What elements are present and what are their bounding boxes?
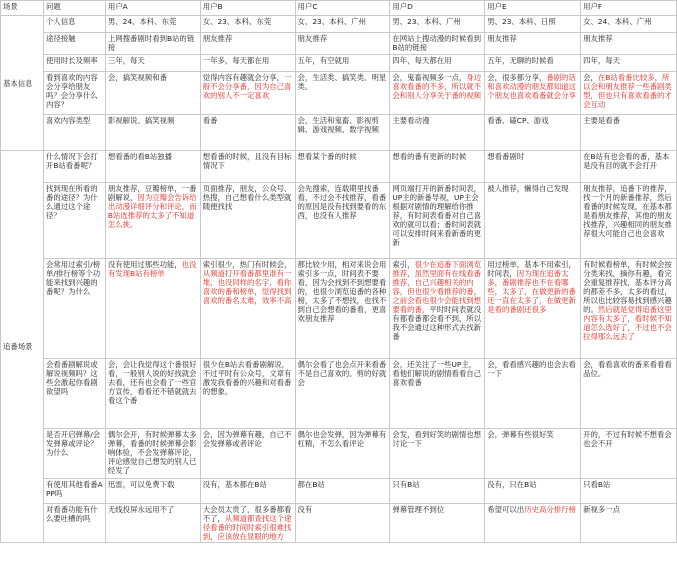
answer-text: 会，看看喜欢的番来看看看品位。 — [583, 360, 672, 378]
answer-text: 男、23、本科、广州 — [392, 17, 461, 26]
answer-cell-user-a — [105, 259, 200, 359]
answer-cell-user-e — [485, 72, 581, 115]
answer-cell-user-b — [200, 16, 295, 33]
answer-text: 三年，每天 — [107, 56, 145, 65]
answer-text: 偶尔会看了也会点开来看番不是自己喜欢的。剪的好就会 — [297, 360, 387, 387]
header-cell-user-d: 用户D — [390, 1, 485, 16]
answer-cell-user-a — [105, 55, 200, 72]
answer-text: 没有，只在B站 — [487, 480, 537, 489]
answer-cell-user-c — [295, 55, 390, 72]
answer-cell-user-d — [390, 479, 485, 504]
answer-text: 男、24、本科、东莞 — [107, 17, 177, 26]
answer-text: 用过榜单，基本不用索引，时间表， — [487, 260, 576, 278]
answer-text: 只看B站 — [583, 480, 611, 489]
answer-cell-user-d — [390, 183, 485, 259]
table-row — [1, 504, 677, 543]
answer-text: 会，看看感兴趣的也会去看一下 — [487, 360, 576, 378]
answer-cell-user-f — [581, 33, 677, 55]
answer-cell-user-b — [200, 359, 295, 429]
answer-text: 主要看动漫 — [392, 116, 430, 125]
highlighted-answer-text: 在B站看番比较多，所以会和朋友推荐一些番剧类型，但也只有喜欢看番的才会互动 — [583, 73, 672, 109]
answer-cell-user-b — [200, 115, 295, 151]
answer-cell-user-f — [581, 479, 677, 504]
answer-cell-user-c — [295, 115, 390, 151]
answer-cell-user-c — [295, 429, 390, 479]
answer-text: 网页端打开的新番时间表，UP主的新番导视，UP主会根据对剧情的理解给你推荐，有时间表看番对自己喜欢的就可以看；番时间表就可以安排时间来看新番的更新 — [392, 184, 482, 247]
answer-cell-user-d — [390, 16, 485, 33]
answer-cell-user-a — [105, 359, 200, 429]
table-row — [1, 72, 677, 115]
answer-cell-user-a — [105, 151, 200, 183]
answer-cell-user-e — [485, 359, 581, 429]
question-cell: 什么情况下会打开B站看番呢？ — [43, 151, 105, 183]
answer-cell-user-c — [295, 359, 390, 429]
table-row — [1, 115, 677, 151]
question-cell: 有使用其他看番APP吗 — [43, 479, 105, 504]
answer-text: 没有使用过那些功能， — [107, 260, 182, 269]
answer-cell-user-f — [581, 359, 677, 429]
table-row — [1, 429, 677, 479]
answer-cell-user-a — [105, 115, 200, 151]
table-row — [1, 33, 677, 55]
answer-cell-user-c — [295, 479, 390, 504]
answer-cell-user-d — [390, 151, 485, 183]
answer-text: 在B站有也会看的番，基本是没有目的就不会打开 — [583, 152, 670, 170]
answer-text: 朋友推荐 — [583, 34, 613, 43]
answer-text: 朋友推荐，豆瓣榜单，一番剧解说， — [107, 184, 197, 202]
table-row — [1, 479, 677, 504]
answer-cell-user-d — [390, 72, 485, 115]
highlighted-answer-text: 因为豆瓣会告诉给出动漫详细评分和评论，而B站选推荐的太多了不知道怎么挑。 — [107, 193, 197, 229]
answer-text: 没有，基本都在B站 — [202, 480, 267, 489]
answer-text: 看番 — [202, 116, 218, 125]
answer-cell-user-d — [390, 115, 485, 151]
answer-text: 希望可以出 — [487, 505, 525, 514]
answer-text: 会，搞笑视频和番 — [107, 73, 167, 82]
answer-cell-user-e — [485, 504, 581, 543]
question-cell: 使用时长及频率 — [43, 55, 105, 72]
answer-cell-user-c — [295, 72, 390, 115]
answer-text: 有时候看榜单，有时候会按分类来找，摘你有趣，看完会重复推荐找，基本评分高的都差不多，太多的看过，所以也比较容易找到感兴趣的。 — [583, 260, 672, 314]
header-cell-user-a: 用户A — [105, 1, 200, 16]
question-cell: 途径接触 — [43, 33, 105, 55]
answer-text: 觉得内容有趣就会分享， — [202, 73, 284, 82]
answer-text: 会，鬼畜视频多一点， — [392, 73, 467, 82]
answer-text: 索引很少，热门有时候会， — [202, 260, 292, 269]
highlighted-answer-text: 然后就是觉得追番这里内容有太多了，看时候不知道怎么选好了，不过也不会拉得那么远去了 — [583, 305, 672, 341]
answer-text: 五年，无聊的时候看 — [487, 56, 554, 65]
answer-text: 在网站上搜动漫的时候看到B站的链接 — [392, 34, 482, 52]
answer-text: 新视多一点 — [583, 505, 621, 514]
highlighted-answer-text: 从频道都查找这个途径看番的时间时索引很难找到，应该放在显眼的地方 — [202, 514, 292, 541]
table-row — [1, 151, 677, 183]
answer-cell-user-c — [295, 504, 390, 543]
question-cell: 会看番剧解说或解说视频吗？这些会激起你看剧欲望吗 — [43, 359, 105, 429]
answer-cell-user-e — [485, 259, 581, 359]
answer-text: 五年，有空就用 — [297, 56, 350, 65]
answer-text: 女、24、本科、广州 — [583, 17, 652, 26]
answer-cell-user-e — [485, 16, 581, 33]
highlighted-answer-text: 从频道打开看番都里准有一堆，也没同样的名字，看你喜欢的番和榜单，觉得找到喜欢的番名太难，效率不高 — [202, 269, 292, 305]
header-cell-question: 问题 — [43, 1, 105, 16]
table-row — [1, 183, 677, 259]
answer-cell-user-a — [105, 479, 200, 504]
answer-text: 弹幕管理不到位 — [392, 505, 445, 514]
answer-text: 很少在B站去看番剧解说，不过平时有公众号，文章有激发我看番的兴趣和对看番的想象。 — [202, 360, 292, 396]
highlighted-answer-text: 也没有发现B站有榜单 — [107, 260, 197, 278]
answer-text: 会，还关注了一些UP主，看他们解说的剧情看看自己喜欢看番 — [392, 360, 482, 387]
answer-cell-user-b — [200, 55, 295, 72]
answer-text: 朋友推荐，追番下的推荐，找一个月的新番推荐，然后看番的时候发现，在基本都是看朋友推荐，其他的朋友找推荐，兴趣相同的朋友推荐很大可能自己也会喜欢 — [583, 184, 672, 238]
answer-cell-user-f — [581, 55, 677, 72]
answer-text: 四年，每天 — [583, 56, 621, 65]
answer-cell-user-a — [105, 72, 200, 115]
answer-text: 会，很多都分享， — [487, 73, 547, 82]
answer-text: 平时时间表就没有都看番都会看不到，所以我不会通过这种形式去找新番 — [392, 305, 482, 341]
highlighted-answer-text: 一般不会分享番，因为自己喜欢的别人不一定喜欢 — [202, 73, 292, 100]
answer-text: 会，弹幕有些很好笑 — [487, 430, 554, 439]
answer-text: 会，生活和鬼畜、影视剪辑、游戏视频、数学视频 — [297, 116, 379, 134]
answer-cell-user-d — [390, 33, 485, 55]
answer-text: 索引， — [392, 260, 415, 269]
header-cell-scene: 场景 — [1, 1, 44, 16]
answer-text: 都比较少用，相对来说会用索引多一点，时间表不要看，因为会找到不到想要看的，也很少浏览追番的各种榜，太多了不想找，也找不到自己会想看的番看，更喜欢朋友推荐 — [297, 260, 387, 323]
answer-cell-user-e — [485, 55, 581, 72]
answer-cell-user-c — [295, 151, 390, 183]
answer-cell-user-b — [200, 259, 295, 359]
table-row — [1, 55, 677, 72]
answer-text: 都在B站 — [297, 480, 325, 489]
answer-text: 主要是看番 — [583, 116, 621, 125]
answer-text: 迅雷，可以免费下载 — [107, 480, 175, 489]
answer-cell-user-f — [581, 115, 677, 151]
answer-text: 朋友推荐 — [297, 34, 328, 43]
header-cell-user-f: 用户F — [581, 1, 677, 16]
table-row — [1, 259, 677, 359]
answer-text: 上网搜番剧时看到B站的链接 — [107, 34, 195, 52]
answer-cell-user-f — [581, 151, 677, 183]
answer-text: 偶尔会开，有时候弹幕太多弹幕，看番的时候弹幕会影响体验，不会发弹幕评论，评论感觉自己想发的别人已经发了 — [107, 430, 197, 475]
header-row — [1, 1, 677, 16]
answer-text: 朋友推荐 — [202, 34, 233, 43]
answer-cell-user-c — [295, 259, 390, 359]
table-row — [1, 359, 677, 429]
answer-cell-user-d — [390, 429, 485, 479]
header-cell-user-c: 用户C — [295, 1, 390, 16]
answer-cell-user-a — [105, 33, 200, 55]
answer-cell-user-a — [105, 504, 200, 543]
answer-text: 女、23、本科、东莞 — [202, 17, 272, 26]
group-cell: 基本信息 — [1, 16, 44, 151]
answer-text: 想看的番有更新的时候 — [392, 152, 467, 161]
answer-text: 想看某个番的时候 — [297, 152, 357, 161]
answer-text: 女、23、本科、广州 — [297, 17, 367, 26]
answer-cell-user-b — [200, 479, 295, 504]
answer-cell-user-f — [581, 504, 677, 543]
answer-cell-user-f — [581, 183, 677, 259]
answer-text: 只有B站 — [392, 480, 420, 489]
answer-text: 想看番的时候，且没有目标情况下 — [202, 152, 292, 170]
answer-text: 看番、磕CP、游戏 — [487, 116, 549, 125]
answer-text: 朋友推荐 — [487, 34, 517, 43]
answer-cell-user-f — [581, 429, 677, 479]
answer-cell-user-c — [295, 33, 390, 55]
answer-cell-user-e — [485, 429, 581, 479]
answer-cell-user-b — [200, 72, 295, 115]
answer-cell-user-e — [485, 33, 581, 55]
answer-text: 无线投屏永远用不了 — [107, 505, 175, 514]
answer-cell-user-d — [390, 259, 485, 359]
answer-cell-user-f — [581, 72, 677, 115]
answer-cell-user-b — [200, 504, 295, 543]
answer-text: 想看番剧时 — [487, 152, 525, 161]
answer-cell-user-e — [485, 183, 581, 259]
answer-text: 会， — [583, 73, 598, 82]
answer-cell-user-f — [581, 16, 677, 33]
answer-cell-user-e — [485, 479, 581, 504]
table-row — [1, 16, 677, 33]
answer-cell-user-f — [581, 259, 677, 359]
answer-text: 会先搜索，连载期里找番看，不过会不找推荐，看番的原因是没有找到要看的东西，也没有人推荐 — [297, 184, 387, 220]
header-cell-user-e: 用户E — [485, 1, 581, 16]
question-cell: 会常用过索引/榜单/排行榜等个功能来找到兴趣的番呢？为什么 — [43, 259, 105, 359]
answer-text: 会发，看到好笑的剧情也想讨论一下 — [392, 430, 482, 448]
answer-text: 四年，每天都在用 — [392, 56, 452, 65]
answer-cell-user-b — [200, 183, 295, 259]
answer-text: 会，会让我觉得这个番很好看，一般别人说的好找就会去看，还有也会看了一些官方宣传，看看还不错就就去看这个番 — [107, 360, 197, 405]
answer-cell-user-e — [485, 151, 581, 183]
answer-cell-user-a — [105, 183, 200, 259]
question-cell: 看到喜欢的内容会分享给朋友吗？会分享什么内容？ — [43, 72, 105, 115]
answer-text: 影视解说、搞笑视频 — [107, 116, 175, 125]
answer-text: 一年多，每天都在用 — [202, 56, 270, 65]
answer-text: 想看番的看B站独播 — [107, 152, 173, 161]
question-cell: 是否开启弹幕/会发弹幕或评论？为什么 — [43, 429, 105, 479]
answer-text: 没有 — [297, 505, 313, 514]
answer-cell-user-d — [390, 55, 485, 72]
highlighted-answer-text: 很少在追番下面浏览推荐，虽然里面有在线看番推荐，自己兴趣相关的内容，但也很少看推荐的番，之前会看也很少会能找到想要看的番， — [392, 260, 482, 314]
group-cell: 追番场景 — [1, 151, 44, 543]
answer-text: 大会员太贵了，很多番都看不了， — [202, 505, 292, 523]
highlighted-answer-text: 身边喜欢看番的不多，所以就不会和别人分享关于番的视频 — [392, 73, 482, 100]
answer-cell-user-b — [200, 429, 295, 479]
answer-text: 会，因为弹幕有趣，自己不会发弹幕或者评论 — [202, 430, 292, 448]
answer-text: 被人推荐，懒得自己发现 — [487, 184, 569, 193]
answer-cell-user-e — [485, 115, 581, 151]
answer-cell-user-a — [105, 429, 200, 479]
answer-cell-user-c — [295, 183, 390, 259]
question-cell: 对看番功能有什么要吐槽的吗 — [43, 504, 105, 543]
answer-cell-user-a — [105, 16, 200, 33]
answer-cell-user-d — [390, 359, 485, 429]
question-cell: 喜欢内容类型 — [43, 115, 105, 151]
question-cell: 找到现在所看的番的途径？为什么通过这个途径？ — [43, 183, 105, 259]
answer-cell-user-d — [390, 504, 485, 543]
highlighted-answer-text: 番剧的话和喜欢动漫的朋友都知道这个朋友也喜欢看番就会分享 — [487, 73, 576, 100]
answer-text: 会，生活类、搞笑类、明星类。 — [297, 73, 387, 91]
highlighted-answer-text: 历史高分排行榜 — [524, 505, 576, 514]
question-cell: 个人信息 — [43, 16, 105, 33]
answer-cell-user-b — [200, 33, 295, 55]
answer-text: 男、23、本科、日照 — [487, 17, 556, 26]
highlighted-answer-text: 因为现在追番太多，番剧推荐也不在看哪些，太多了，在做更新的番还一直在太多了，在做更新是看的番剧还很多 — [487, 269, 576, 314]
answer-cell-user-b — [200, 151, 295, 183]
header-cell-user-b: 用户B — [200, 1, 295, 16]
answer-cell-user-c — [295, 16, 390, 33]
answer-text: 偶尔也会发弹，因为弹幕有杠精，不怎么看评论 — [297, 430, 387, 448]
answer-text: 开的，不过有时候不想看会也会不开 — [583, 430, 672, 448]
answer-text: 页面推荐，朋友，公众号、热搜，自己想看什么类型就随便找找 — [202, 184, 292, 211]
